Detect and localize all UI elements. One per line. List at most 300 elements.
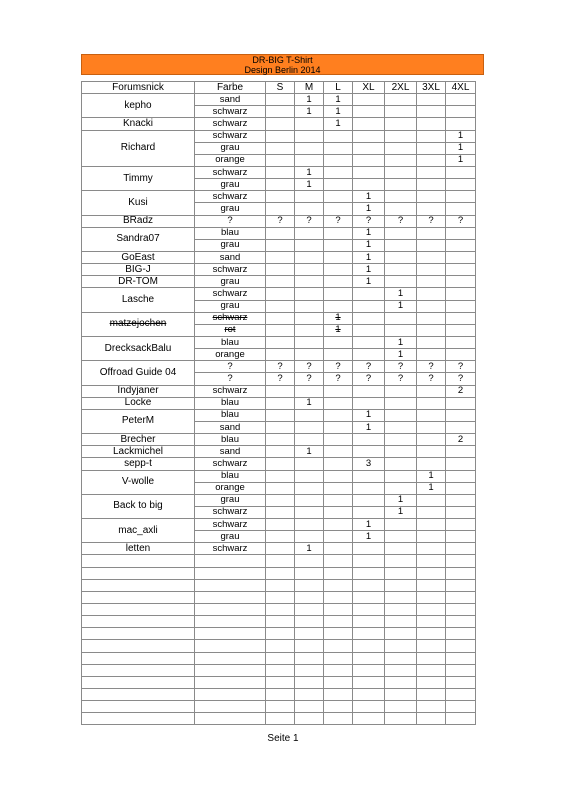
empty-cell [417, 701, 446, 713]
empty-cell [195, 676, 266, 688]
empty-cell [324, 664, 353, 676]
size-m-cell [295, 251, 324, 263]
empty-cell [385, 616, 417, 628]
farbe-cell: schwarz [195, 506, 266, 518]
forumsnick-cell: DrecksackBalu [82, 336, 195, 360]
column-header: 4XL [446, 82, 476, 94]
size-xl-cell [353, 506, 385, 518]
size-xl-cell: 3 [353, 458, 385, 470]
empty-cell [353, 701, 385, 713]
size-m-cell [295, 118, 324, 130]
size-2xl-cell [385, 166, 417, 178]
size-xl-cell: 1 [353, 203, 385, 215]
column-header: M [295, 82, 324, 94]
size-3xl-cell [417, 288, 446, 300]
empty-cell [195, 713, 266, 725]
farbe-cell: blau [195, 397, 266, 409]
size-3xl-cell [417, 543, 446, 555]
table-row [82, 519, 476, 531]
size-l-cell [324, 336, 353, 348]
size-xl-cell [353, 434, 385, 446]
size-3xl-cell [417, 300, 446, 312]
forumsnick-cell: Richard [82, 130, 195, 166]
empty-cell [295, 555, 324, 567]
farbe-cell: ? [195, 373, 266, 385]
farbe-cell: grau [195, 203, 266, 215]
empty-cell [324, 628, 353, 640]
table-row [82, 227, 476, 239]
size-xl-cell: 1 [353, 191, 385, 203]
size-xl-cell [353, 118, 385, 130]
size-m-cell: 1 [295, 94, 324, 106]
size-s-cell: ? [266, 373, 295, 385]
size-2xl-cell [385, 397, 417, 409]
empty-cell [266, 555, 295, 567]
size-l-cell: 1 [324, 312, 353, 324]
sheet-title-banner [81, 54, 484, 75]
size-2xl-cell: 1 [385, 300, 417, 312]
size-4xl-cell: 1 [446, 142, 476, 154]
empty-cell [353, 604, 385, 616]
size-s-cell [266, 191, 295, 203]
empty-cell [195, 640, 266, 652]
size-l-cell [324, 470, 353, 482]
size-2xl-cell [385, 264, 417, 276]
size-xl-cell [353, 300, 385, 312]
size-2xl-cell [385, 203, 417, 215]
size-3xl-cell [417, 336, 446, 348]
size-3xl-cell [417, 94, 446, 106]
table-row [82, 494, 476, 506]
size-l-cell [324, 227, 353, 239]
size-s-cell [266, 312, 295, 324]
size-2xl-cell [385, 482, 417, 494]
size-2xl-cell [385, 191, 417, 203]
size-3xl-cell [417, 251, 446, 263]
size-3xl-cell [417, 106, 446, 118]
empty-cell [82, 604, 195, 616]
empty-row [82, 567, 476, 579]
size-s-cell [266, 434, 295, 446]
empty-cell [195, 604, 266, 616]
size-s-cell [266, 276, 295, 288]
empty-cell [295, 579, 324, 591]
empty-cell [82, 652, 195, 664]
forumsnick-cell: letten [82, 543, 195, 555]
empty-cell [266, 652, 295, 664]
size-2xl-cell [385, 519, 417, 531]
size-3xl-cell [417, 434, 446, 446]
table-row [82, 215, 476, 227]
size-m-cell [295, 300, 324, 312]
size-xl-cell: ? [353, 373, 385, 385]
size-m-cell [295, 409, 324, 421]
size-xl-cell [353, 336, 385, 348]
farbe-cell: schwarz [195, 543, 266, 555]
empty-cell [324, 652, 353, 664]
farbe-cell: rot [195, 324, 266, 336]
size-3xl-cell [417, 276, 446, 288]
size-3xl-cell [417, 312, 446, 324]
size-m-cell: 1 [295, 446, 324, 458]
size-s-cell [266, 288, 295, 300]
size-3xl-cell [417, 446, 446, 458]
size-m-cell [295, 506, 324, 518]
farbe-cell: schwarz [195, 106, 266, 118]
size-l-cell [324, 409, 353, 421]
size-2xl-cell: ? [385, 373, 417, 385]
size-l-cell [324, 251, 353, 263]
empty-cell [82, 579, 195, 591]
page-footer: Seite 1 [267, 733, 299, 744]
size-4xl-cell: 2 [446, 385, 476, 397]
size-xl-cell [353, 94, 385, 106]
empty-cell [266, 701, 295, 713]
size-m-cell [295, 324, 324, 336]
size-xl-cell: ? [353, 215, 385, 227]
size-4xl-cell [446, 531, 476, 543]
empty-cell [324, 616, 353, 628]
empty-cell [446, 652, 476, 664]
table-row [82, 361, 476, 373]
size-4xl-cell [446, 118, 476, 130]
size-3xl-cell [417, 385, 446, 397]
table-row [82, 336, 476, 348]
empty-cell [417, 616, 446, 628]
size-xl-cell: 1 [353, 276, 385, 288]
forumsnick-cell: Offroad Guide 04 [82, 361, 195, 385]
empty-cell [82, 640, 195, 652]
empty-cell [353, 713, 385, 725]
empty-row [82, 664, 476, 676]
size-s-cell [266, 349, 295, 361]
size-l-cell [324, 166, 353, 178]
size-m-cell: ? [295, 361, 324, 373]
empty-row [82, 579, 476, 591]
size-2xl-cell: 1 [385, 288, 417, 300]
order-table [81, 81, 476, 725]
size-s-cell [266, 142, 295, 154]
empty-cell [385, 640, 417, 652]
empty-row [82, 676, 476, 688]
size-s-cell [266, 324, 295, 336]
size-m-cell [295, 421, 324, 433]
empty-cell [353, 676, 385, 688]
empty-cell [295, 701, 324, 713]
size-m-cell: 1 [295, 397, 324, 409]
size-xl-cell: 1 [353, 264, 385, 276]
empty-cell [266, 689, 295, 701]
empty-cell [446, 591, 476, 603]
size-3xl-cell [417, 154, 446, 166]
table-row [82, 312, 476, 324]
size-s-cell [266, 94, 295, 106]
size-2xl-cell: ? [385, 215, 417, 227]
farbe-cell: grau [195, 142, 266, 154]
column-header: 3XL [417, 82, 446, 94]
size-m-cell [295, 239, 324, 251]
size-4xl-cell [446, 470, 476, 482]
empty-cell [82, 689, 195, 701]
size-l-cell [324, 421, 353, 433]
table-row [82, 251, 476, 263]
empty-cell [195, 567, 266, 579]
size-4xl-cell [446, 336, 476, 348]
size-l-cell [324, 506, 353, 518]
empty-cell [324, 701, 353, 713]
empty-cell [324, 591, 353, 603]
size-2xl-cell [385, 239, 417, 251]
empty-row [82, 555, 476, 567]
forumsnick-cell: Knacki [82, 118, 195, 130]
empty-cell [82, 567, 195, 579]
size-4xl-cell: 1 [446, 130, 476, 142]
size-4xl-cell [446, 179, 476, 191]
size-4xl-cell [446, 446, 476, 458]
empty-cell [195, 652, 266, 664]
size-xl-cell: 1 [353, 519, 385, 531]
empty-cell [353, 616, 385, 628]
size-l-cell [324, 458, 353, 470]
empty-cell [195, 555, 266, 567]
empty-cell [295, 604, 324, 616]
size-s-cell [266, 251, 295, 263]
table-row [82, 166, 476, 178]
size-m-cell [295, 191, 324, 203]
empty-cell [324, 567, 353, 579]
empty-cell [385, 713, 417, 725]
size-xl-cell: 1 [353, 239, 385, 251]
empty-cell [385, 628, 417, 640]
table-row [82, 288, 476, 300]
size-4xl-cell [446, 300, 476, 312]
empty-cell [446, 676, 476, 688]
empty-cell [324, 555, 353, 567]
size-4xl-cell [446, 519, 476, 531]
size-xl-cell [353, 349, 385, 361]
farbe-cell: blau [195, 434, 266, 446]
farbe-cell: schwarz [195, 458, 266, 470]
size-3xl-cell [417, 264, 446, 276]
size-l-cell: 1 [324, 94, 353, 106]
size-2xl-cell [385, 385, 417, 397]
size-4xl-cell [446, 276, 476, 288]
size-4xl-cell: ? [446, 361, 476, 373]
farbe-cell: schwarz [195, 312, 266, 324]
size-l-cell [324, 385, 353, 397]
size-xl-cell [353, 470, 385, 482]
size-2xl-cell [385, 421, 417, 433]
size-xl-cell [353, 130, 385, 142]
size-2xl-cell [385, 312, 417, 324]
size-l-cell [324, 446, 353, 458]
empty-cell [417, 567, 446, 579]
table-row [82, 264, 476, 276]
empty-cell [417, 713, 446, 725]
empty-cell [195, 591, 266, 603]
size-s-cell [266, 506, 295, 518]
size-xl-cell [353, 312, 385, 324]
size-4xl-cell: 1 [446, 154, 476, 166]
size-s-cell [266, 336, 295, 348]
size-m-cell [295, 203, 324, 215]
empty-cell [295, 567, 324, 579]
size-2xl-cell [385, 94, 417, 106]
farbe-cell: grau [195, 531, 266, 543]
empty-cell [417, 640, 446, 652]
size-l-cell [324, 300, 353, 312]
empty-cell [295, 676, 324, 688]
farbe-cell: sand [195, 446, 266, 458]
empty-cell [385, 652, 417, 664]
size-l-cell: ? [324, 361, 353, 373]
size-3xl-cell [417, 239, 446, 251]
empty-cell [446, 567, 476, 579]
empty-cell [417, 591, 446, 603]
empty-cell [295, 591, 324, 603]
size-4xl-cell [446, 191, 476, 203]
empty-cell [266, 640, 295, 652]
column-header: Farbe [195, 82, 266, 94]
column-header: XL [353, 82, 385, 94]
empty-cell [82, 664, 195, 676]
size-s-cell [266, 264, 295, 276]
farbe-cell: blau [195, 227, 266, 239]
farbe-cell: grau [195, 239, 266, 251]
empty-cell [385, 664, 417, 676]
forumsnick-cell: Timmy [82, 166, 195, 190]
size-3xl-cell [417, 349, 446, 361]
size-s-cell [266, 300, 295, 312]
size-xl-cell: 1 [353, 421, 385, 433]
table-row [82, 409, 476, 421]
empty-cell [385, 591, 417, 603]
table-row [82, 434, 476, 446]
size-2xl-cell [385, 324, 417, 336]
size-s-cell [266, 531, 295, 543]
empty-cell [266, 713, 295, 725]
size-l-cell [324, 154, 353, 166]
empty-cell [324, 676, 353, 688]
empty-cell [385, 689, 417, 701]
empty-cell [417, 664, 446, 676]
size-m-cell [295, 385, 324, 397]
size-s-cell [266, 154, 295, 166]
empty-cell [266, 591, 295, 603]
size-xl-cell [353, 166, 385, 178]
table-row [82, 94, 476, 106]
empty-cell [353, 689, 385, 701]
size-m-cell [295, 154, 324, 166]
column-header: S [266, 82, 295, 94]
size-2xl-cell: 1 [385, 494, 417, 506]
empty-row [82, 604, 476, 616]
farbe-cell: grau [195, 494, 266, 506]
size-xl-cell [353, 397, 385, 409]
size-2xl-cell [385, 154, 417, 166]
table-row [82, 118, 476, 130]
forumsnick-cell: Indyjaner [82, 385, 195, 397]
size-3xl-cell [417, 203, 446, 215]
size-l-cell: ? [324, 373, 353, 385]
empty-cell [385, 567, 417, 579]
size-3xl-cell [417, 130, 446, 142]
size-4xl-cell [446, 349, 476, 361]
size-m-cell [295, 482, 324, 494]
farbe-cell: schwarz [195, 191, 266, 203]
empty-cell [324, 579, 353, 591]
forumsnick-cell: mac_axli [82, 519, 195, 543]
empty-cell [385, 701, 417, 713]
column-header: Forumsnick [82, 82, 195, 94]
size-2xl-cell [385, 227, 417, 239]
size-2xl-cell [385, 543, 417, 555]
size-s-cell [266, 543, 295, 555]
size-3xl-cell [417, 142, 446, 154]
column-header: 2XL [385, 82, 417, 94]
empty-cell [353, 628, 385, 640]
farbe-cell: schwarz [195, 264, 266, 276]
size-4xl-cell [446, 324, 476, 336]
empty-cell [82, 713, 195, 725]
farbe-cell: ? [195, 215, 266, 227]
size-l-cell [324, 179, 353, 191]
size-s-cell: ? [266, 361, 295, 373]
size-4xl-cell [446, 239, 476, 251]
empty-cell [446, 628, 476, 640]
empty-cell [195, 616, 266, 628]
forumsnick-cell: Sandra07 [82, 227, 195, 251]
empty-cell [82, 676, 195, 688]
size-s-cell: ? [266, 215, 295, 227]
farbe-cell: orange [195, 349, 266, 361]
size-m-cell [295, 288, 324, 300]
empty-cell [446, 713, 476, 725]
size-4xl-cell: ? [446, 215, 476, 227]
size-3xl-cell [417, 506, 446, 518]
empty-row [82, 616, 476, 628]
size-4xl-cell [446, 203, 476, 215]
size-m-cell [295, 142, 324, 154]
farbe-cell: schwarz [195, 385, 266, 397]
empty-cell [353, 652, 385, 664]
table-row [82, 276, 476, 288]
empty-cell [353, 640, 385, 652]
empty-cell [417, 628, 446, 640]
size-4xl-cell [446, 506, 476, 518]
empty-cell [266, 616, 295, 628]
size-s-cell [266, 519, 295, 531]
empty-cell [446, 579, 476, 591]
empty-cell [417, 604, 446, 616]
size-l-cell: 1 [324, 324, 353, 336]
size-m-cell [295, 312, 324, 324]
size-l-cell: ? [324, 215, 353, 227]
size-4xl-cell [446, 251, 476, 263]
empty-cell [266, 664, 295, 676]
empty-cell [324, 604, 353, 616]
size-3xl-cell: 1 [417, 482, 446, 494]
size-l-cell [324, 130, 353, 142]
size-m-cell [295, 519, 324, 531]
size-3xl-cell [417, 324, 446, 336]
size-4xl-cell [446, 409, 476, 421]
size-l-cell [324, 276, 353, 288]
empty-cell [324, 640, 353, 652]
empty-cell [446, 616, 476, 628]
size-xl-cell [353, 494, 385, 506]
size-m-cell: 1 [295, 106, 324, 118]
